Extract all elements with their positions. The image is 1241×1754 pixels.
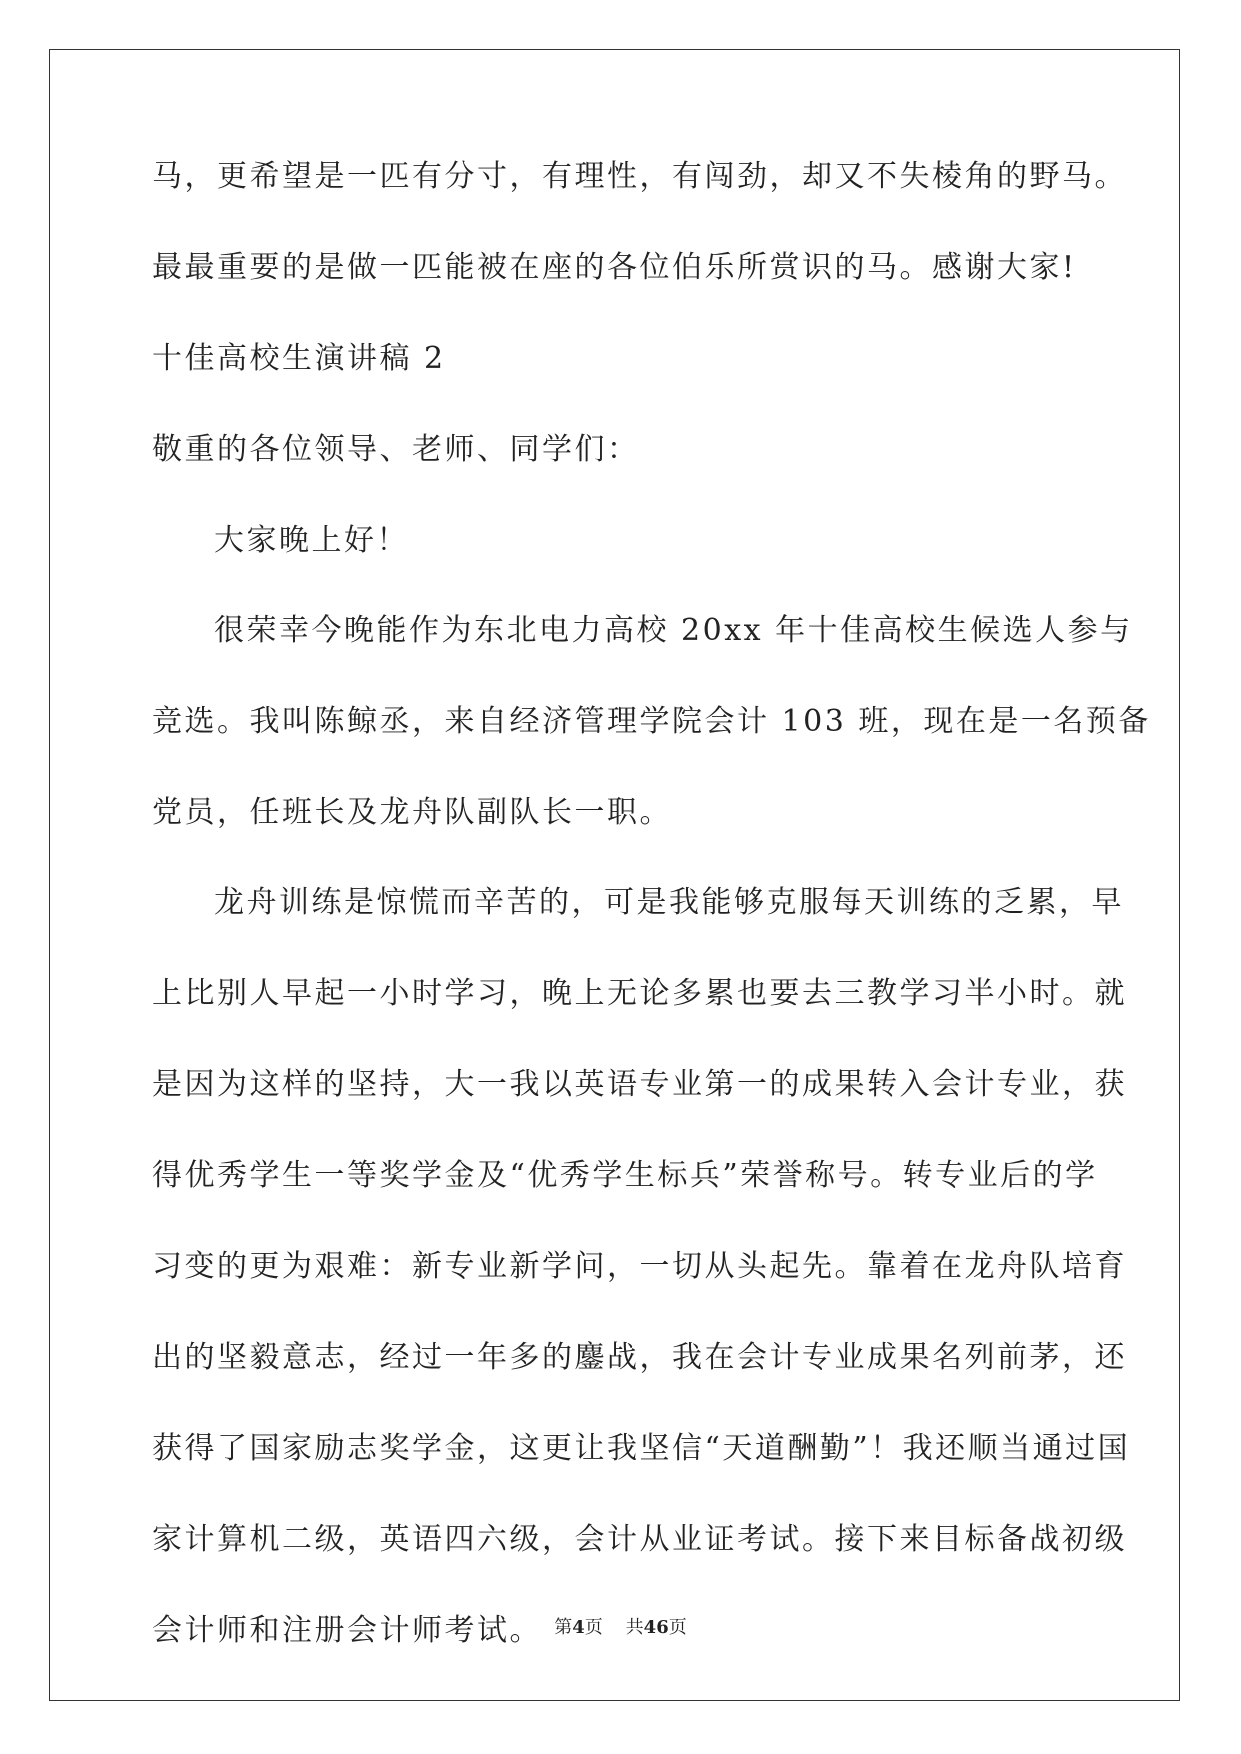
paragraph-line: 出的坚毅意志，经过一年多的鏖战，我在会计专业成果名列前茅，还 <box>152 1340 1127 1375</box>
document-body <box>152 159 1151 1648</box>
footer-prefix: 第 <box>554 1617 573 1638</box>
text-line: 马，更希望是一匹有分寸，有理性，有闯劲，却又不失棱角的野马。 <box>152 159 1127 194</box>
paragraph-line: 竞选。我叫陈鲸丞，来自经济管理学院会计 103 班，现在是一名预备 <box>152 704 1151 739</box>
paragraph-line: 很荣幸今晚能作为东北电力高校 20xx 年十佳高校生候选人参与 <box>214 613 1133 648</box>
greeting: 大家晚上好！ <box>214 523 409 558</box>
footer-total-prefix: 共 <box>625 1617 644 1638</box>
paragraph-line: 家计算机二级，英语四六级，会计从业证考试。接下来目标备战初级 <box>152 1522 1127 1557</box>
paragraph-line: 会计师和注册会计师考试。 <box>152 1613 542 1648</box>
footer-page-suffix: 页 <box>584 1617 603 1638</box>
paragraph-line: 党员，任班长及龙舟队副队长一职。 <box>152 795 672 830</box>
paragraph-line: 是因为这样的坚持，大一我以英语专业第一的成果转入会计专业，获 <box>152 1067 1127 1102</box>
page-number: 4 <box>572 1617 585 1638</box>
section-heading: 十佳高校生演讲稿 2 <box>152 341 446 376</box>
paragraph-line: 获得了国家励志奖学金，这更让我坚信“天道酬勤”！我还顺当通过国 <box>152 1431 1131 1466</box>
paragraph-line: 习变的更为艰难：新专业新学问，一切从头起先。靠着在龙舟队培育 <box>152 1249 1127 1284</box>
total-pages: 46 <box>643 1617 669 1638</box>
page-footer <box>0 1617 1241 1639</box>
paragraph-line: 得优秀学生一等奖学金及“优秀学生标兵”荣誉称号。转专业后的学 <box>152 1158 1098 1193</box>
paragraph-line: 龙舟训练是惊慌而辛苦的，可是我能够克服每天训练的乏累，早 <box>214 885 1124 920</box>
salutation: 敬重的各位领导、老师、同学们： <box>152 432 640 467</box>
text-line: 最最重要的是做一匹能被在座的各位伯乐所赏识的马。感谢大家! <box>152 250 1077 285</box>
footer-total-suffix: 页 <box>668 1617 687 1638</box>
paragraph-line: 上比别人早起一小时学习，晚上无论多累也要去三教学习半小时。就 <box>152 976 1127 1011</box>
